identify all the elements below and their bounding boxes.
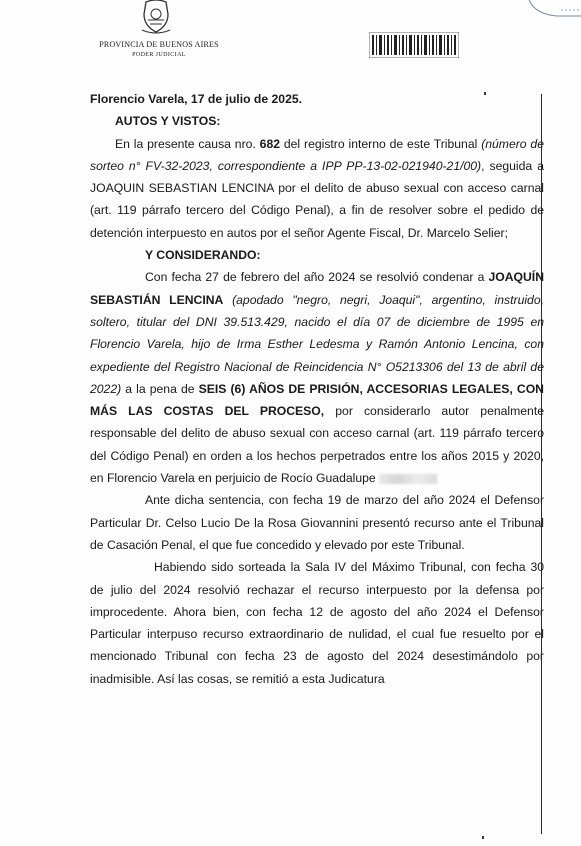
paragraph-casacion: Ante dicha sentencia, con fecha 19 de marzo del año 2024 el Defensor Particular Dr. Celso Lucio De la Rosa Giovannini presentó recurso ante el Tribunal de Casación Penal, el que fue concedido y elevado por este Tribunal. bbox=[90, 493, 544, 552]
header-judicial: PODER JUDICIAL bbox=[132, 52, 186, 58]
date-line: Florencio Varela, 17 de julio de 2025. bbox=[90, 92, 303, 106]
margin-mark bbox=[482, 836, 484, 839]
document-body bbox=[90, 88, 544, 690]
barcode-icon bbox=[369, 32, 459, 58]
header-province: PROVINCIA DE BUENOS AIRES bbox=[99, 40, 219, 49]
stamp-mark bbox=[521, 0, 581, 20]
paragraph-autos: En la presente causa nro. 682 del registro interno de este Tribunal (número de sorteo n° FV-32-2023, correspondiente a IPP PP-13-02-021940-21/00), seguida a JOAQUIN SEBASTIAN LENCINA por el delito de abuso sexual con acceso carnal (art. 119 párrafo tercero del Código Penal), a fin de resolver sobre el pedido de detención interpuesto en autos por el señor Agente Fiscal, Dr. Marcelo Selier; bbox=[90, 136, 544, 240]
coat-of-arms-icon bbox=[138, 0, 174, 34]
redacted-surname bbox=[379, 474, 437, 484]
paragraph-sala-iv: Habiendo sido sorteada la Sala IV del Máximo Tribunal, con fecha 30 de julio del 2024 resolvió rechazar el recurso interpuesto por la defensa por improcedente. Ahora bien, con fecha 12 de agosto del año 2024 el Defensor Particular interpuso recurso extraordinario de nulidad, el cual fue resuelto por el mencionado Tribunal con fecha 23 de agosto del 2024 desestimándolo por inadmisible. Así las cosas, se remitió a esta Judicatura bbox=[90, 560, 544, 686]
heading-autos-y-vistos: AUTOS Y VISTOS: bbox=[115, 114, 221, 129]
paragraph-condena: Con fecha 27 de febrero del año 2024 se resolvió condenar a JOAQUÍN SEBASTIÁN LENCINA (apodado "negro, negri, Joaqui", argentino, instruido, soltero, titular del DNI 39.513.429, nacido el día 07 de diciembre de 1995 en Florencio Varela, hijo de Irma Esther Ledesma y Ramón Antonio Lencina, con expediente del Registro Nacional de Reincidencia N° O5213306 del 13 de abril de 2022) a la pena de SEIS (6) AÑOS DE PRISIÓN, ACCESORIAS LEGALES, CON MÁS LAS COSTAS DEL PROCESO, por considerarlo autor penalmente responsable del delito de abuso sexual con acceso carnal (art. 119 párrafo tercero del Código Penal) en orden a los hechos perpetrados entre los años 2015 y 2020, en Florencio Varela en perjuicio de Rocío Guadalupe bbox=[90, 270, 544, 486]
heading-y-considerando: Y CONSIDERANDO: bbox=[145, 248, 261, 263]
